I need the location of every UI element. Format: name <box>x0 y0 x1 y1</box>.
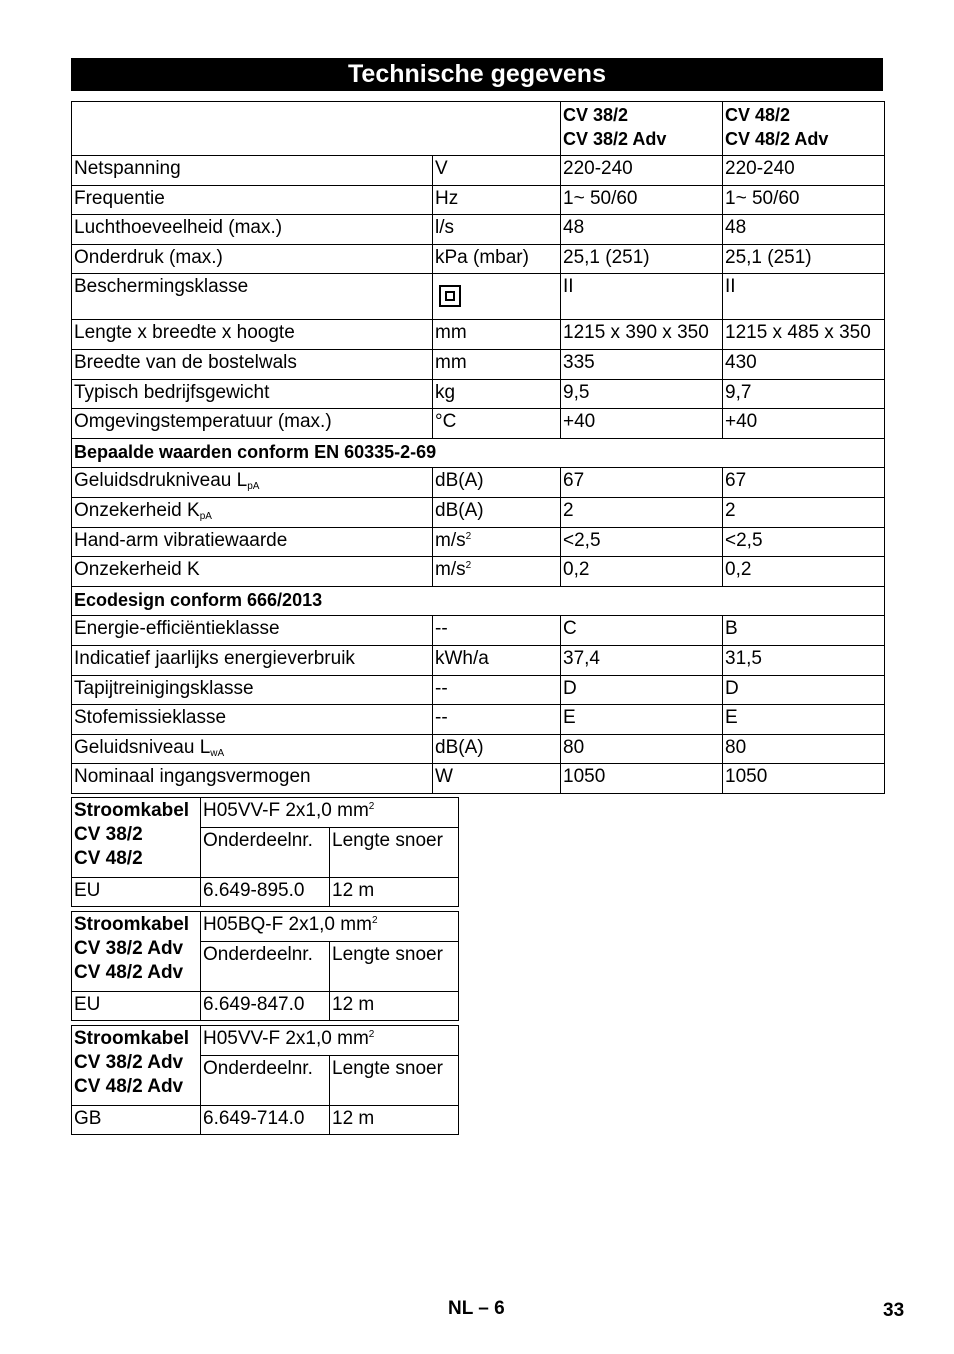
spec-value-cv38: 48 <box>561 215 723 245</box>
protection-class-ii-icon <box>439 285 461 307</box>
spec-label: Omgevingstemperatuur (max.) <box>74 411 332 433</box>
power-cable-table <box>71 797 459 907</box>
spec-row <box>72 349 885 379</box>
spec-unit-cell <box>433 468 561 498</box>
spec-label: Beschermingsklasse <box>74 276 249 298</box>
spec-label-cell <box>72 675 433 705</box>
spec-row <box>72 320 885 350</box>
spec-label-cell <box>72 215 433 245</box>
model-name: CV 38/2 <box>563 105 629 125</box>
spec-value-cv48: D <box>723 675 885 705</box>
spec-label: Lengte x breedte x hoogte <box>74 322 295 344</box>
cable-heading-line: CV 48/2 Adv <box>74 962 184 983</box>
spec-value-cv38: E <box>561 705 723 735</box>
spec-label-cell <box>72 409 433 439</box>
spec-row <box>72 274 885 320</box>
spec-value-cv48: 48 <box>723 215 885 245</box>
spec-unit-cell <box>433 409 561 439</box>
cable-region: GB <box>72 1105 201 1135</box>
section-ecodesign-row <box>72 586 885 616</box>
cable-heading-line: CV 48/2 <box>74 848 143 869</box>
spec-value-cv48: 80 <box>723 734 885 764</box>
spec-unit: -- <box>435 618 448 640</box>
spec-row <box>72 379 885 409</box>
section-heading: Bepaalde waarden conform EN 60335-2-69 <box>72 438 885 468</box>
spec-unit-cell <box>433 244 561 274</box>
spec-label: Luchthoeveelheid (max.) <box>74 217 283 239</box>
spec-unit-cell <box>433 705 561 735</box>
spec-row <box>72 468 885 498</box>
spec-label-cell <box>72 616 433 646</box>
cable-part-number: 6.649-714.0 <box>201 1105 330 1135</box>
cable-type-cell <box>201 798 459 828</box>
spec-unit: kg <box>435 381 456 403</box>
spec-row <box>72 734 885 764</box>
cable-type-cell <box>201 1026 459 1056</box>
cable-length: 12 m <box>330 991 459 1021</box>
cable-type-row <box>72 798 459 828</box>
spec-unit: dB(A) <box>435 499 484 521</box>
cable-type: H05BQ-F 2x1,0 mm <box>203 914 372 935</box>
spec-value-cv38: <2,5 <box>561 527 723 557</box>
spec-unit: -- <box>435 707 448 729</box>
spec-value-cv48: 1050 <box>723 764 885 794</box>
spec-label: Indicatief jaarlijks energieverbruik <box>74 647 355 669</box>
header-blank-cell <box>72 102 561 156</box>
spec-label: Tapijtreinigingsklasse <box>74 677 254 699</box>
cable-type-cell <box>201 912 459 942</box>
spec-unit-superscript: 2 <box>465 560 472 572</box>
spec-unit-superscript: 2 <box>465 530 472 542</box>
spec-value-cv48: E <box>723 705 885 735</box>
spec-unit-cell <box>433 527 561 557</box>
cable-type-row <box>72 912 459 942</box>
spec-unit-cell <box>433 616 561 646</box>
spec-value-cv38: C <box>561 616 723 646</box>
spec-value-cv38: II <box>561 274 723 320</box>
spec-unit-cell <box>433 185 561 215</box>
spec-label: Hand-arm vibratiewaarde <box>74 529 288 551</box>
cable-region: EU <box>72 991 201 1021</box>
spec-row <box>72 497 885 527</box>
power-cable-table <box>71 1025 459 1135</box>
spec-label-cell <box>72 557 433 587</box>
spec-label: Onzekerheid K <box>74 559 200 581</box>
spec-unit: Hz <box>435 187 459 209</box>
model-header-row <box>72 102 885 156</box>
spec-label-subscript: wA <box>210 747 225 759</box>
spec-value-cv48: +40 <box>723 409 885 439</box>
spec-unit-cell <box>433 379 561 409</box>
technical-data-table <box>71 101 885 794</box>
spec-label: Frequentie <box>74 187 165 209</box>
spec-row <box>72 557 885 587</box>
spec-value-cv38: 2 <box>561 497 723 527</box>
spec-label-cell <box>72 468 433 498</box>
spec-label: Typisch bedrijfsgewicht <box>74 381 270 403</box>
spec-unit-cell <box>433 274 561 320</box>
spec-label-subscript: pA <box>247 481 260 493</box>
cable-part-number-header: Onderdeelnr. <box>201 941 330 991</box>
cable-heading-cell <box>72 798 201 878</box>
spec-value-cv48: 430 <box>723 349 885 379</box>
spec-label-cell <box>72 645 433 675</box>
spec-value-cv38: +40 <box>561 409 723 439</box>
cable-type-superscript: 2 <box>368 1029 375 1040</box>
spec-value-cv38: 37,4 <box>561 645 723 675</box>
spec-value-cv38: 220-240 <box>561 156 723 186</box>
spec-row <box>72 409 885 439</box>
spec-unit: V <box>435 158 448 179</box>
spec-value-cv38: 9,5 <box>561 379 723 409</box>
spec-label-subscript: pA <box>199 510 212 522</box>
spec-value-cv38: 1050 <box>561 764 723 794</box>
spec-value-cv48: 1~ 50/60 <box>723 185 885 215</box>
cable-heading-line: Stroomkabel <box>74 1028 190 1049</box>
model-header-cv38 <box>561 102 723 156</box>
cable-heading-cell <box>72 912 201 992</box>
spec-row <box>72 616 885 646</box>
spec-label-cell <box>72 497 433 527</box>
spec-unit-cell <box>433 764 561 794</box>
spec-value-cv38: 335 <box>561 349 723 379</box>
cable-heading-line: Stroomkabel <box>74 800 190 821</box>
footer-language-code: NL <box>448 1298 473 1319</box>
footer-language <box>448 1298 505 1320</box>
model-name: CV 38/2 Adv <box>563 129 667 149</box>
page-number: 33 <box>883 1300 905 1321</box>
spec-label: Nominaal ingangsvermogen <box>74 766 311 788</box>
spec-label-cell <box>72 705 433 735</box>
section-heading: Ecodesign conform 666/2013 <box>72 586 885 616</box>
cable-region: EU <box>72 877 201 907</box>
spec-label: Energie-efficiëntieklasse <box>74 618 280 640</box>
cable-type-superscript: 2 <box>368 801 375 812</box>
spec-row <box>72 675 885 705</box>
power-cable-table <box>71 911 459 1021</box>
cable-heading-line: Stroomkabel <box>74 914 190 935</box>
spec-value-cv38: 25,1 (251) <box>561 244 723 274</box>
cable-heading-line: CV 48/2 Adv <box>74 1076 184 1097</box>
cable-heading-line: CV 38/2 <box>74 824 143 845</box>
spec-value-cv48: 2 <box>723 497 885 527</box>
spec-unit: l/s <box>435 217 454 239</box>
spec-value-cv48: II <box>723 274 885 320</box>
spec-label: Geluidsdrukniveau L <box>74 470 248 492</box>
spec-label: Stofemissieklasse <box>74 707 227 729</box>
spec-unit-cell <box>433 734 561 764</box>
spec-unit: W <box>435 766 453 788</box>
section-en-row <box>72 438 885 468</box>
spec-unit-cell <box>433 645 561 675</box>
cable-heading-line: CV 38/2 Adv <box>74 1052 184 1073</box>
spec-unit-cell <box>433 497 561 527</box>
cable-length: 12 m <box>330 1105 459 1135</box>
spec-unit: °C <box>435 411 457 433</box>
cable-type-row <box>72 1026 459 1056</box>
spec-label-cell <box>72 379 433 409</box>
spec-value-cv48: 220-240 <box>723 156 885 186</box>
cable-length: 12 m <box>330 877 459 907</box>
spec-row <box>72 764 885 794</box>
cable-heading-line: CV 38/2 Adv <box>74 938 184 959</box>
cable-data-row <box>72 1105 459 1135</box>
page-title: Technische gegevens <box>71 58 883 91</box>
spec-label: Breedte van de bostelwals <box>74 351 297 373</box>
cable-heading-cell <box>72 1026 201 1106</box>
spec-value-cv38: 80 <box>561 734 723 764</box>
spec-unit: mm <box>435 351 467 373</box>
model-name: CV 48/2 <box>725 105 791 125</box>
cable-part-number: 6.649-895.0 <box>201 877 330 907</box>
spec-label: Onzekerheid K <box>74 499 200 521</box>
spec-unit: kPa (mbar) <box>435 246 529 268</box>
spec-label-cell <box>72 320 433 350</box>
spec-row <box>72 527 885 557</box>
spec-unit: -- <box>435 677 448 699</box>
spec-label: Netspanning <box>74 158 181 179</box>
spec-unit-cell <box>433 349 561 379</box>
spec-unit-cell <box>433 557 561 587</box>
cable-part-number-header: Onderdeelnr. <box>201 1055 330 1105</box>
spec-value-cv38: 0,2 <box>561 557 723 587</box>
spec-label: Geluidsniveau L <box>74 736 211 758</box>
footer-section-page: – 6 <box>478 1298 505 1319</box>
spec-value-cv38: D <box>561 675 723 705</box>
spec-unit-cell <box>433 156 561 186</box>
spec-label-cell <box>72 349 433 379</box>
spec-value-cv38: 1215 x 390 x 350 <box>561 320 723 350</box>
cable-part-number-header: Onderdeelnr. <box>201 827 330 877</box>
spec-label: Onderdruk (max.) <box>74 246 223 268</box>
spec-label-cell <box>72 156 433 186</box>
cable-part-number: 6.649-847.0 <box>201 991 330 1021</box>
spec-label-cell <box>72 274 433 320</box>
cable-type: H05VV-F 2x1,0 mm <box>203 1028 369 1049</box>
spec-value-cv48: 31,5 <box>723 645 885 675</box>
cable-length-header: Lengte snoer <box>330 941 459 991</box>
spec-value-cv48: 9,7 <box>723 379 885 409</box>
cable-data-row <box>72 877 459 907</box>
spec-value-cv48: B <box>723 616 885 646</box>
model-name: CV 48/2 Adv <box>725 129 829 149</box>
cable-length-header: Lengte snoer <box>330 1055 459 1105</box>
spec-value-cv48: 1215 x 485 x 350 <box>723 320 885 350</box>
cable-type-superscript: 2 <box>371 915 378 926</box>
cable-data-row <box>72 991 459 1021</box>
spec-row <box>72 185 885 215</box>
spec-label-cell <box>72 185 433 215</box>
spec-unit-cell <box>433 675 561 705</box>
spec-row <box>72 244 885 274</box>
spec-unit: m/s <box>435 559 466 581</box>
spec-unit: dB(A) <box>435 736 484 758</box>
spec-value-cv48: 25,1 (251) <box>723 244 885 274</box>
cable-type: H05VV-F 2x1,0 mm <box>203 800 369 821</box>
spec-value-cv38: 1~ 50/60 <box>561 185 723 215</box>
spec-row <box>72 705 885 735</box>
spec-label-cell <box>72 244 433 274</box>
spec-label-cell <box>72 764 433 794</box>
spec-value-cv48: 67 <box>723 468 885 498</box>
spec-unit-cell <box>433 215 561 245</box>
spec-value-cv48: 0,2 <box>723 557 885 587</box>
spec-row <box>72 645 885 675</box>
spec-unit: kWh/a <box>435 647 489 669</box>
spec-value-cv38: 67 <box>561 468 723 498</box>
spec-label-cell <box>72 734 433 764</box>
spec-row <box>72 215 885 245</box>
spec-label-cell <box>72 527 433 557</box>
spec-unit: dB(A) <box>435 470 484 492</box>
spec-row <box>72 156 885 186</box>
model-header-cv48 <box>723 102 885 156</box>
spec-value-cv48: <2,5 <box>723 527 885 557</box>
spec-unit-cell <box>433 320 561 350</box>
spec-unit: mm <box>435 322 467 344</box>
cable-length-header: Lengte snoer <box>330 827 459 877</box>
spec-unit: m/s <box>435 529 466 551</box>
